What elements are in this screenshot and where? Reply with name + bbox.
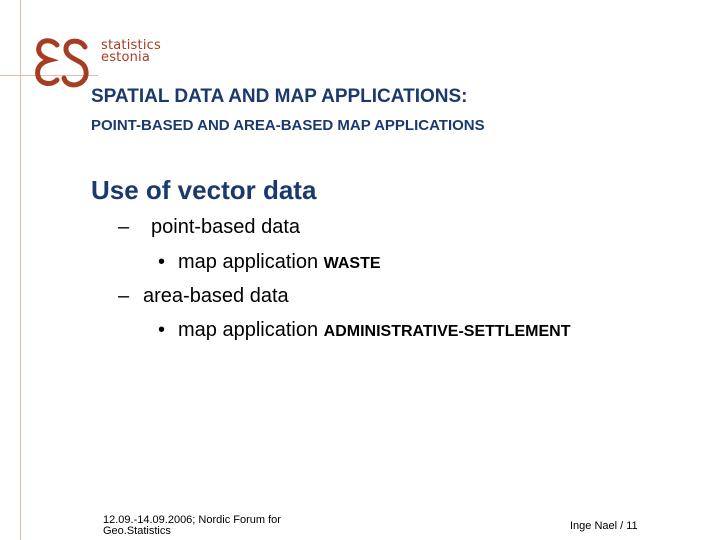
application-name: WASTE <box>323 255 381 272</box>
application-name: ADMINISTRATIVE-SETTLEMENT <box>323 323 571 340</box>
dash-bullet: – <box>118 216 130 238</box>
list-item-point-based <box>118 216 300 239</box>
slide-subtitle: POINT-BASED AND AREA-BASED MAP APPLICATIONS <box>91 117 485 134</box>
dot-bullet: • <box>158 251 166 273</box>
dot-bullet: • <box>158 319 166 341</box>
footer-event: 12.09.-14.09.2006; Nordic Forum for Geo.Statistics <box>103 514 281 537</box>
logo-line-2: estonia <box>101 50 151 65</box>
footer-author-page: Inge Nael / 11 <box>570 520 638 532</box>
list-item-text: map application <box>178 319 324 341</box>
list-item-text: area-based data <box>143 285 289 307</box>
dash-bullet: – <box>118 285 130 307</box>
logo-line-1: statistics <box>101 38 161 53</box>
list-item-waste <box>158 251 381 274</box>
list-item-text: point-based data <box>151 216 301 238</box>
list-item-area-based <box>118 285 289 308</box>
list-item-text: map application <box>178 251 324 273</box>
slide-heading: Use of vector data <box>91 175 317 205</box>
slide-title: SPATIAL DATA AND MAP APPLICATIONS: <box>91 86 468 107</box>
logo-wordmark <box>101 40 161 64</box>
decorative-vertical-rule <box>20 0 21 540</box>
es-logo-icon <box>35 36 91 90</box>
list-item-administrative <box>158 319 570 342</box>
